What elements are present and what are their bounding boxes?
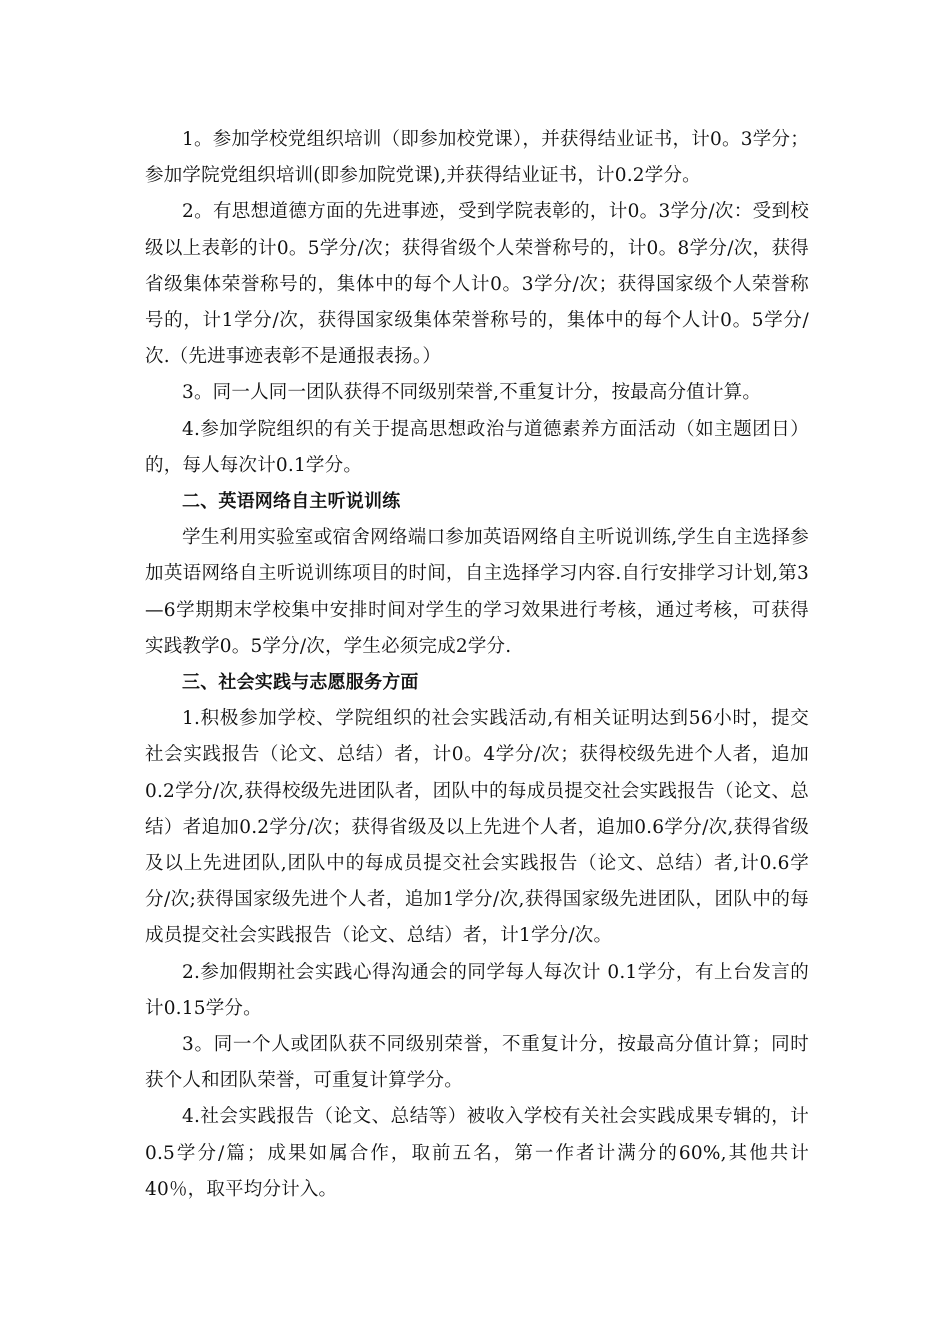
paragraph-report-collection: 4.社会实践报告（论文、总结等）被收入学校有关社会实践成果专辑的，计0.5学分/篇；成果如属合作，取前五名，第一作者计满分的60%,其他共计40％，取平均分计入。 [145,1106,809,1200]
paragraph-no-duplicate-scoring: 3。同一人同一团队获得不同级别荣誉,不重复计分，按最高分值计算。 [182,382,762,404]
paragraph-college-activities: 4.参加学院组织的有关于提高思想政治与道德素养方面活动（如主题团日）的，每人每次计0.1学分。 [145,418,809,476]
paragraph-social-practice-activities: 1.积极参加学校、学院组织的社会实践活动,有相关证明达到56小时，提交社会实践报告（论文、总结）者，计0。4学分/次；获得校级先进个人者，追加0.2学分/次,获得校级先进团队者，团队中的每成员提交社会实践报告（论文、总结）者追加0.2学分/次；获得省级及以上先进个人者，追加0.6学分/次,获得省级及以上先进团队,团队中的每成员提交社会实践报告（论文、总结）者,计0.6学分/次;获得国家级先进个人者，追加1学分/次,获得国家级先进团队，团队中的每成员提交社会实践报告（论文、总结）者，计1学分/次。 [145,708,809,947]
document-body [145,122,809,1208]
paragraph-experience-meeting: 2.参加假期社会实践心得沟通会的同学每人每次计 0.1学分，有上台发言的计0.15学分。 [145,961,809,1019]
section-heading-social-practice: 三、社会实践与志愿服务方面 [182,672,419,694]
paragraph-english-training: 学生利用实验室或宿舍网络端口参加英语网络自主听说训练,学生自主选择参加英语网络自主听说训练项目的时间，自主选择学习内容.自行安排学习计划,第3—6学期期末学校集中安排时间对学生的学习效果进行考核，通过考核，可获得实践教学0。5学分/次，学生必须完成2学分. [145,527,809,657]
section-heading-english-training: 二、英语网络自主听说训练 [182,491,401,513]
paragraph-honor-levels: 3。同一个人或团队获不同级别荣誉，不重复计分，按最高分值计算；同时获个人和团队荣誉，可重复计算学分。 [145,1034,809,1092]
paragraph-party-training: 1。参加学校党组织培训（即参加校党课），并获得结业证书，计0。3学分；参加学院党组织培训(即参加院党课),并获得结业证书，计0.2学分。 [145,129,809,187]
paragraph-moral-honors: 2。有思想道德方面的先进事迹，受到学院表彰的，计0。3学分/次：受到校级以上表彰的计0。5学分/次；获得省级个人荣誉称号的，计0。8学分/次，获得省级集体荣誉称号的，集体中的每个人计0。3学分/次；获得国家级个人荣誉称号的，计1学分/次，获得国家级集体荣誉称号的，集体中的每个人计0。5学分/次.（先进事迹表彰不是通报表扬。） [145,201,809,368]
